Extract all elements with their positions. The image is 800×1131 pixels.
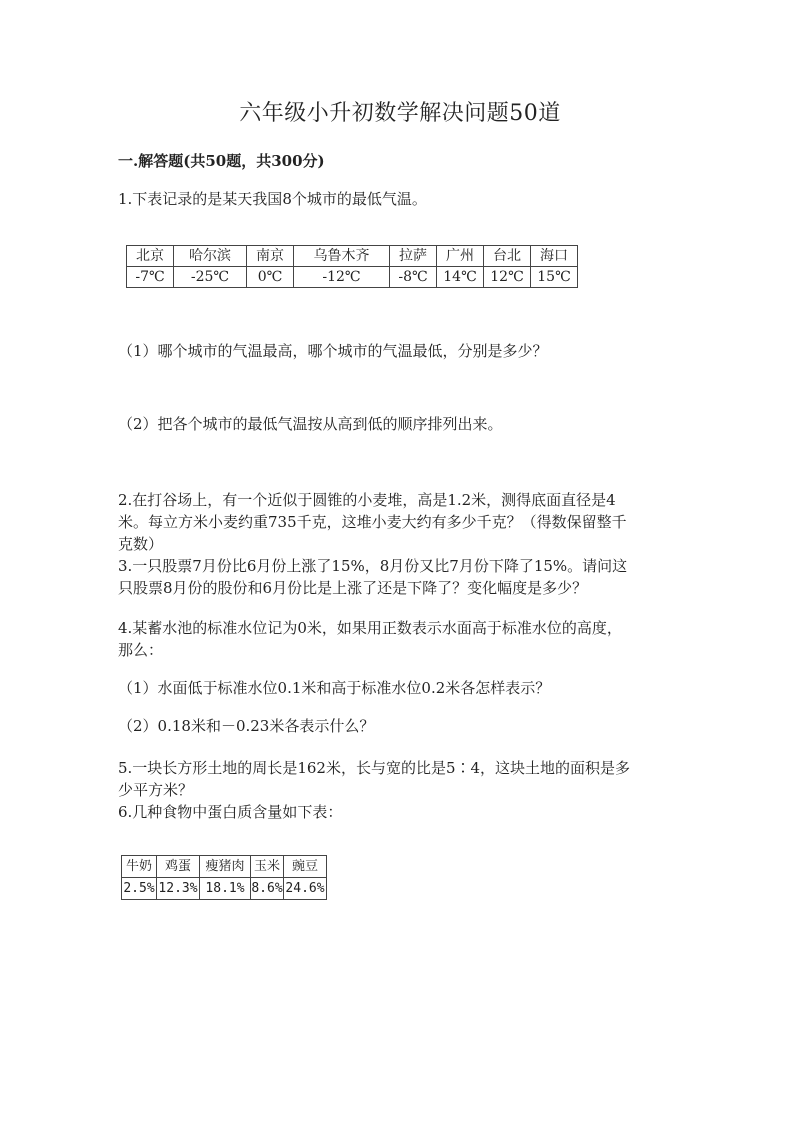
temperature-cell: 0℃ xyxy=(247,267,294,288)
protein-cell: 18.1% xyxy=(200,878,251,900)
question-3-line-1: 3.一只股票7月份比6月份上涨了15%，8月份又比7月份下降了15%。请问这 xyxy=(118,557,628,575)
question-4-line-2: 那么： xyxy=(118,641,164,659)
temperature-cell: -12℃ xyxy=(294,267,390,288)
temperature-cell: 15℃ xyxy=(531,267,578,288)
protein-cell: 12.3% xyxy=(157,878,200,900)
question-1-sub-2: （2）把各个城市的最低气温按从高到低的顺序排列出来。 xyxy=(118,415,503,433)
question-5-line-2: 少平方米？ xyxy=(118,781,194,799)
city-cell: 南京 xyxy=(247,246,294,267)
question-1-sub-1: （1）哪个城市的气温最高，哪个城市的气温最低，分别是多少？ xyxy=(118,342,548,360)
question-2-line-1: 2.在打谷场上，有一个近似于圆锥的小麦堆，高是1.2米，测得底面直径是4 xyxy=(118,491,616,509)
question-4-line-1: 4.某蓄水池的标准水位记为0米，如果用正数表示水面高于标准水位的高度， xyxy=(118,619,622,637)
food-cell: 瘦猪肉 xyxy=(200,856,251,878)
question-2-line-3: 克数） xyxy=(118,535,164,553)
city-cell: 广州 xyxy=(437,246,484,267)
city-cell: 哈尔滨 xyxy=(174,246,247,267)
question-1-text: 1.下表记录的是某天我国8个城市的最低气温。 xyxy=(118,190,427,208)
city-cell: 乌鲁木齐 xyxy=(294,246,390,267)
temperature-cell: -8℃ xyxy=(390,267,437,288)
question-4-sub-2: （2）0.18米和－0.23米各表示什么？ xyxy=(118,717,375,735)
city-cell: 北京 xyxy=(127,246,174,267)
protein-cell: 8.6% xyxy=(251,878,284,900)
city-row xyxy=(127,246,578,267)
city-cell: 台北 xyxy=(484,246,531,267)
food-cell: 豌豆 xyxy=(284,856,327,878)
section-heading: 一.解答题(共50题，共300分) xyxy=(118,152,325,170)
temperature-cell: 12℃ xyxy=(484,267,531,288)
temperature-cell: -25℃ xyxy=(174,267,247,288)
page-title: 六年级小升初数学解决问题50道 xyxy=(239,101,561,126)
temperature-row xyxy=(127,267,578,288)
question-4-sub-1: （1）水面低于标准水位0.1米和高于标准水位0.2米各怎样表示？ xyxy=(118,679,551,697)
protein-content-table xyxy=(121,855,327,900)
city-temperature-table xyxy=(126,245,578,288)
food-cell: 玉米 xyxy=(251,856,284,878)
question-3-line-2: 只股票8月份的股份和6月份比是上涨了还是下降了？变化幅度是多少？ xyxy=(118,579,588,597)
protein-cell: 24.6% xyxy=(284,878,327,900)
protein-row xyxy=(122,878,327,900)
city-cell: 拉萨 xyxy=(390,246,437,267)
protein-cell: 2.5% xyxy=(122,878,157,900)
question-6-text: 6.几种食物中蛋白质含量如下表： xyxy=(118,803,343,821)
city-cell: 海口 xyxy=(531,246,578,267)
question-5-line-1: 5.一块长方形土地的周长是162米，长与宽的比是5∶4，这块土地的面积是多 xyxy=(118,759,631,777)
question-2-line-2: 米。每立方米小麦约重735千克，这堆小麦大约有多少千克？（得数保留整千 xyxy=(118,513,627,531)
temperature-cell: 14℃ xyxy=(437,267,484,288)
food-row xyxy=(122,856,327,878)
food-cell: 鸡蛋 xyxy=(157,856,200,878)
food-cell: 牛奶 xyxy=(122,856,157,878)
temperature-cell: -7℃ xyxy=(127,267,174,288)
